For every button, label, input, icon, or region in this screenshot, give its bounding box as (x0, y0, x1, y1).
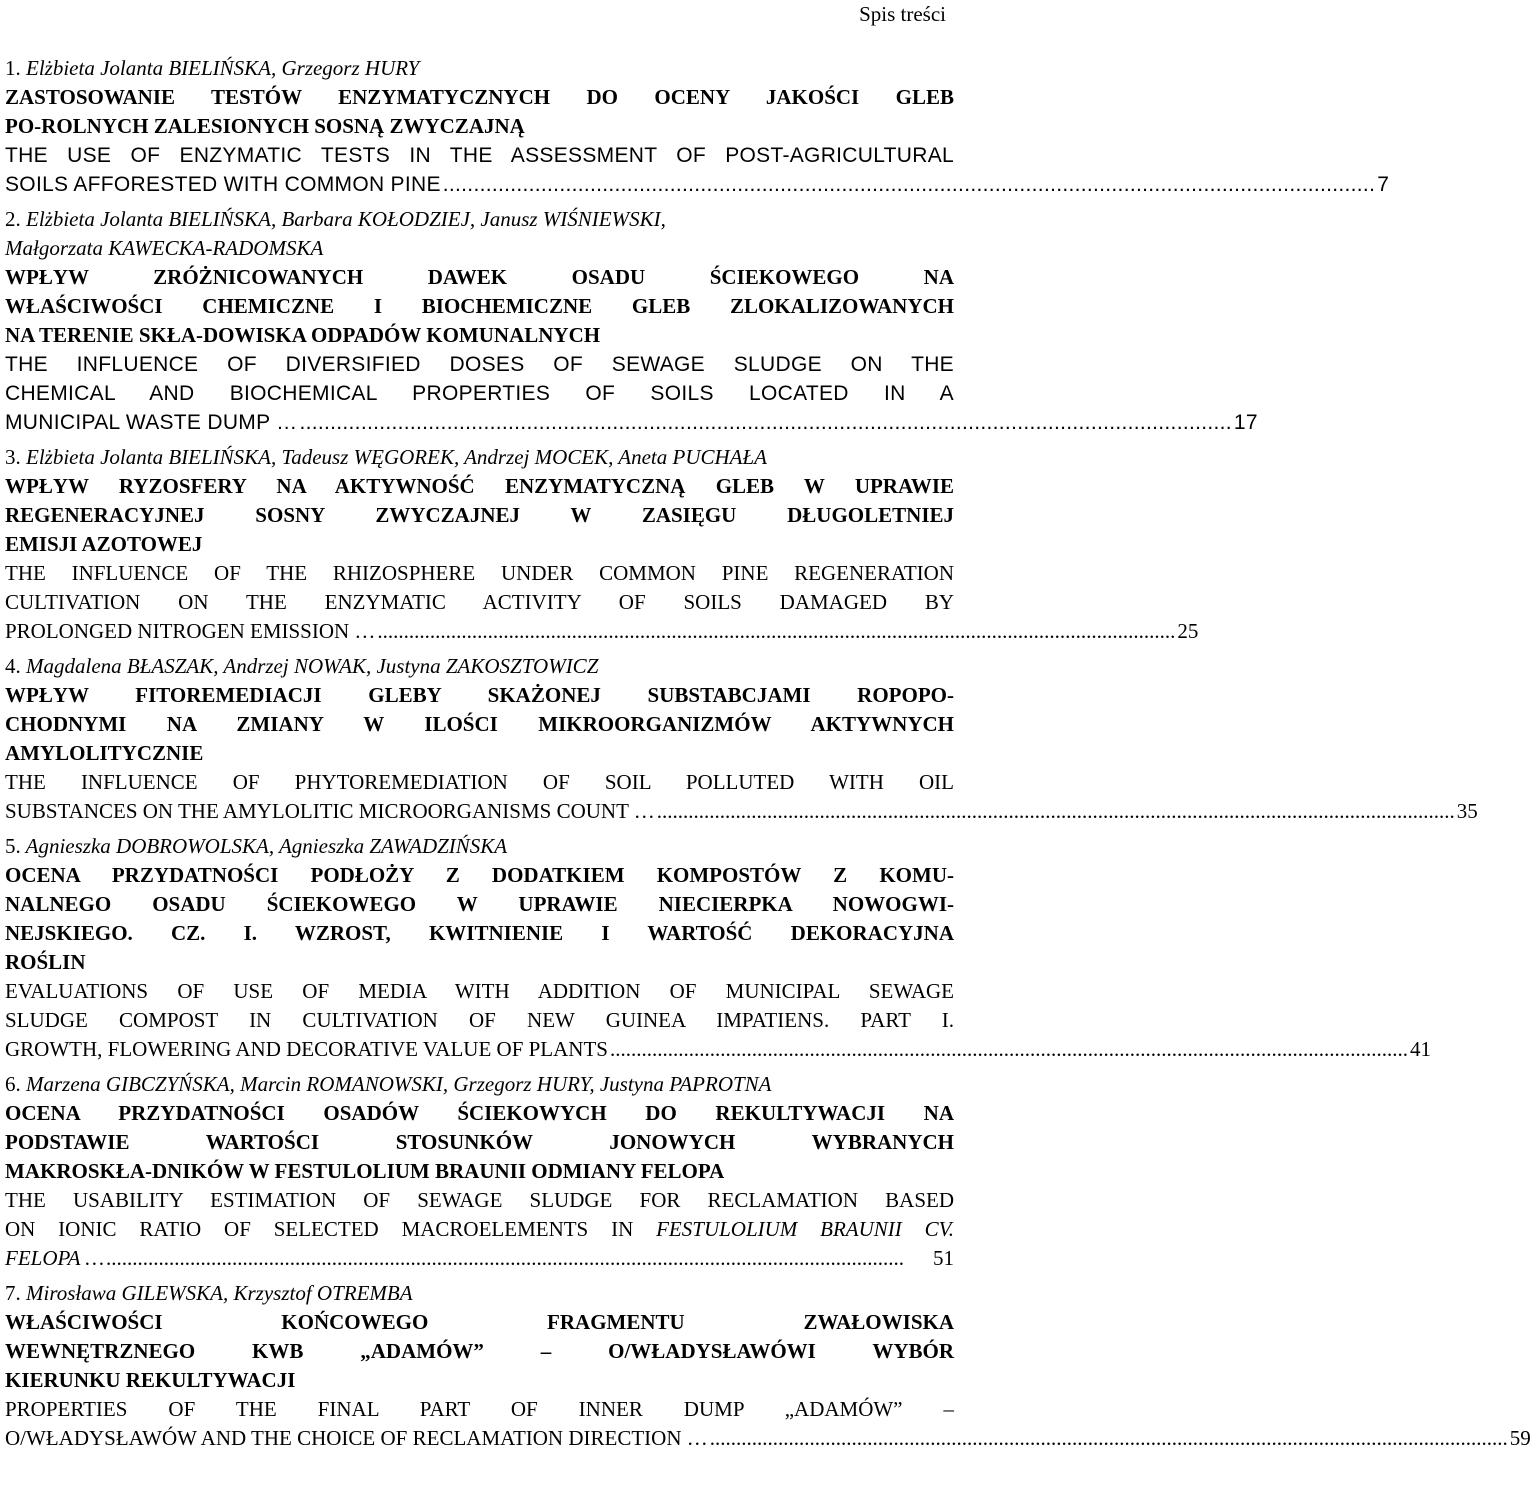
entry-title-pl: WPŁYW RYZOSFERY NA AKTYWNOŚĆ ENZYMATYCZNĄ GLEB W UPRAWIE (5, 474, 954, 498)
entry-authors (5, 652, 954, 681)
entry-title-en-text: FELOPA … (5, 1246, 104, 1270)
entry-title-en: PROPERTIES OF THE FINAL PART OF INNER DUMP „ADAMÓW” – (5, 1397, 954, 1421)
entry-number: 4. (5, 654, 21, 678)
entry-title-pl: WŁAŚCIWOŚCI CHEMICZNE I BIOCHEMICZNE GLEB ZLOKALIZOWANYCH (5, 294, 954, 318)
entry-title-en: THE INFLUENCE OF PHYTOREMEDIATION OF SOIL POLLUTED WITH OIL (5, 770, 954, 794)
entry-title-en-text: SOILS AFFORESTED WITH COMMON PINE (5, 173, 441, 196)
entry-authors (5, 1070, 954, 1099)
entry-title-pl: ROŚLIN (5, 950, 86, 974)
entry-title-en-text: ON IONIC RATIO OF SELECTED MACROELEMENTS IN (5, 1217, 657, 1241)
entry-page-number[interactable]: 59 (1509, 1426, 1531, 1450)
entry-title-en: SLUDGE COMPOST IN CULTIVATION OF NEW GUINEA IMPATIENS. PART I. (5, 1008, 954, 1032)
entry-authors-text: Mirosława GILEWSKA, Krzysztof OTREMBA (26, 1281, 413, 1305)
entry-title-en: THE INFLUENCE OF THE RHIZOSPHERE UNDER COMMON PINE REGENERATION (5, 561, 954, 585)
entry-title-en-last (5, 617, 1199, 646)
entry-title-en: CULTIVATION ON THE ENZYMATIC ACTIVITY OF SOILS DAMAGED BY (5, 590, 954, 614)
toc-entry[interactable] (5, 443, 1199, 646)
entry-title-pl: PODSTAWIE WARTOŚCI STOSUNKÓW JONOWYCH WYBRANYCH (5, 1130, 954, 1154)
entry-authors-text: Elżbieta Jolanta BIELIŃSKA, Tadeusz WĘGOREK, Andrzej MOCEK, Aneta PUCHAŁA (26, 445, 768, 469)
entry-title-pl: OCENA PRZYDATNOŚCI OSADÓW ŚCIEKOWYCH DO REKULTYWACJI NA (5, 1101, 954, 1125)
entry-title-pl: PO-ROLNYCH ZALESIONYCH SOSNĄ ZWYCZAJNĄ (5, 114, 525, 138)
dot-leader: ........................................................................................................................................................ (709, 1426, 1508, 1450)
entry-page-number[interactable]: 51 (933, 1246, 954, 1270)
entry-title-en-last (5, 1424, 1531, 1453)
entry-title-pl: ZASTOSOWANIE TESTÓW ENZYMATYCZNYCH DO OCENY JAKOŚCI GLEB (5, 85, 954, 109)
entry-title-en (5, 1215, 954, 1244)
dot-leader: ........................................................................................................................................................ (299, 411, 1232, 434)
entry-title-pl: WEWNĘTRZNEGO KWB „ADAMÓW” – O/WŁADYSŁAWÓWI WYBÓR (5, 1339, 954, 1363)
dot-leader: ........................................................................................................................................................ (106, 1246, 904, 1270)
entry-authors-text: Elżbieta Jolanta BIELIŃSKA, Grzegorz HURY (26, 56, 420, 80)
entry-title-en-last (5, 1035, 1431, 1064)
dot-leader: ........................................................................................................................................................ (377, 619, 1176, 643)
entry-title-en-text: SUBSTANCES ON THE AMYLOLITIC MICROORGANISMS COUNT … (5, 799, 655, 823)
entry-title-en: THE INFLUENCE OF DIVERSIFIED DOSES OF SEWAGE SLUDGE ON THE (5, 353, 954, 376)
entry-number: 1. (5, 56, 21, 80)
entry-title-en-text: MUNICIPAL WASTE DUMP … (5, 411, 298, 434)
toc-entry[interactable] (5, 1070, 954, 1273)
toc-entry[interactable] (5, 652, 1478, 826)
entry-authors (5, 205, 954, 234)
entry-authors (5, 54, 954, 83)
entry-page-number[interactable]: 35 (1456, 799, 1478, 823)
entry-page-number[interactable]: 7 (1377, 173, 1390, 196)
entry-title-pl: AMYLOLITYCZNIE (5, 741, 204, 765)
entry-title-en-text: O/WŁADYSŁAWÓW AND THE CHOICE OF RECLAMATION DIRECTION … (5, 1426, 708, 1450)
entry-title-en-text: GROWTH, FLOWERING AND DECORATIVE VALUE OF PLANTS (5, 1037, 608, 1061)
entry-title-en: EVALUATIONS OF USE OF MEDIA WITH ADDITION OF MUNICIPAL SEWAGE (5, 979, 954, 1003)
entry-title-en-last (5, 170, 1390, 199)
toc-entries (5, 54, 1531, 1459)
entry-page-number[interactable]: 25 (1177, 619, 1199, 643)
entry-title-pl: NA TERENIE SKŁA-DOWISKA ODPADÓW KOMUNALNYCH (5, 323, 601, 347)
dot-leader: ........................................................................................................................................................ (442, 173, 1376, 196)
dot-leader: ........................................................................................................................................................ (656, 799, 1455, 823)
entry-title-en: THE USABILITY ESTIMATION OF SEWAGE SLUDGE FOR RECLAMATION BASED (5, 1188, 954, 1212)
entry-title-pl: NEJSKIEGO. CZ. I. WZROST, KWITNIENIE I WARTOŚĆ DEKORACYJNA (5, 921, 954, 945)
entry-number: 3. (5, 445, 21, 469)
entry-title-en: THE USE OF ENZYMATIC TESTS IN THE ASSESSMENT OF POST-AGRICULTURAL (5, 144, 954, 167)
toc-entry[interactable] (5, 832, 1431, 1064)
entry-authors-cont: Małgorzata KAWECKA-RADOMSKA (5, 236, 324, 260)
entry-number: 6. (5, 1072, 21, 1096)
entry-authors (5, 1279, 954, 1308)
entry-title-pl: KIERUNKU REKULTYWACJI (5, 1368, 296, 1392)
toc-entry[interactable] (5, 54, 1390, 199)
entry-title-pl: WPŁYW ZRÓŻNICOWANYCH DAWEK OSADU ŚCIEKOWEGO NA (5, 265, 954, 289)
entry-title-pl: CHODNYMI NA ZMIANY W ILOŚCI MIKROORGANIZMÓW AKTYWNYCH (5, 712, 954, 736)
entry-authors (5, 832, 954, 861)
entry-title-pl: NALNEGO OSADU ŚCIEKOWEGO W UPRAWIE NIECIERPKA NOWOGWI- (5, 892, 954, 916)
entry-title-en: CHEMICAL AND BIOCHEMICAL PROPERTIES OF SOILS LOCATED IN A (5, 382, 954, 405)
entry-title-en-last (5, 797, 1478, 826)
entry-title-en-last (5, 1244, 954, 1273)
entry-number: 7. (5, 1281, 21, 1305)
toc-entry[interactable] (5, 1279, 1531, 1453)
entry-title-pl: REGENERACYJNEJ SOSNY ZWYCZAJNEJ W ZASIĘGU DŁUGOLETNIEJ (5, 503, 954, 527)
entry-authors-text: Magdalena BŁASZAK, Andrzej NOWAK, Justyna ZAKOSZTOWICZ (26, 654, 599, 678)
entry-title-en-last (5, 408, 1258, 437)
entry-authors-text: Marzena GIBCZYŃSKA, Marcin ROMANOWSKI, Grzegorz HURY, Justyna PAPROTNA (26, 1072, 772, 1096)
entry-title-pl: OCENA PRZYDATNOŚCI PODŁOŻY Z DODATKIEM KOMPOSTÓW Z KOMU- (5, 863, 954, 887)
entry-authors-text: Agnieszka DOBROWOLSKA, Agnieszka ZAWADZIŃSKA (25, 834, 508, 858)
entry-title-pl: WPŁYW FITOREMEDIACJI GLEBY SKAŻONEJ SUBSTABCJAMI ROPOPO- (5, 683, 954, 707)
entry-authors-text: Elżbieta Jolanta BIELIŃSKA, Barbara KOŁODZIEJ, Janusz WIŚNIEWSKI, (26, 207, 666, 231)
entry-number: 2. (5, 207, 21, 231)
entry-authors (5, 443, 954, 472)
entry-title-pl: MAKROSKŁA-DNIKÓW W FESTULOLIUM BRAUNII ODMIANY FELOPA (5, 1159, 725, 1183)
dot-leader: ........................................................................................................................................................ (609, 1037, 1408, 1061)
entry-title-pl: WŁAŚCIWOŚCI KOŃCOWEGO FRAGMENTU ZWAŁOWISKA (5, 1310, 954, 1334)
page-header-title: Spis treści (859, 2, 946, 26)
entry-page-number[interactable]: 41 (1409, 1037, 1431, 1061)
entry-title-pl: EMISJI AZOTOWEJ (5, 532, 203, 556)
entry-title-en-species: FESTULOLIUM BRAUNII CV. (656, 1217, 955, 1241)
entry-number: 5. (5, 834, 21, 858)
entry-title-en-text: PROLONGED NITROGEN EMISSION … (5, 619, 376, 643)
entry-page-number[interactable]: 17 (1233, 411, 1258, 434)
toc-entry[interactable] (5, 205, 1258, 437)
